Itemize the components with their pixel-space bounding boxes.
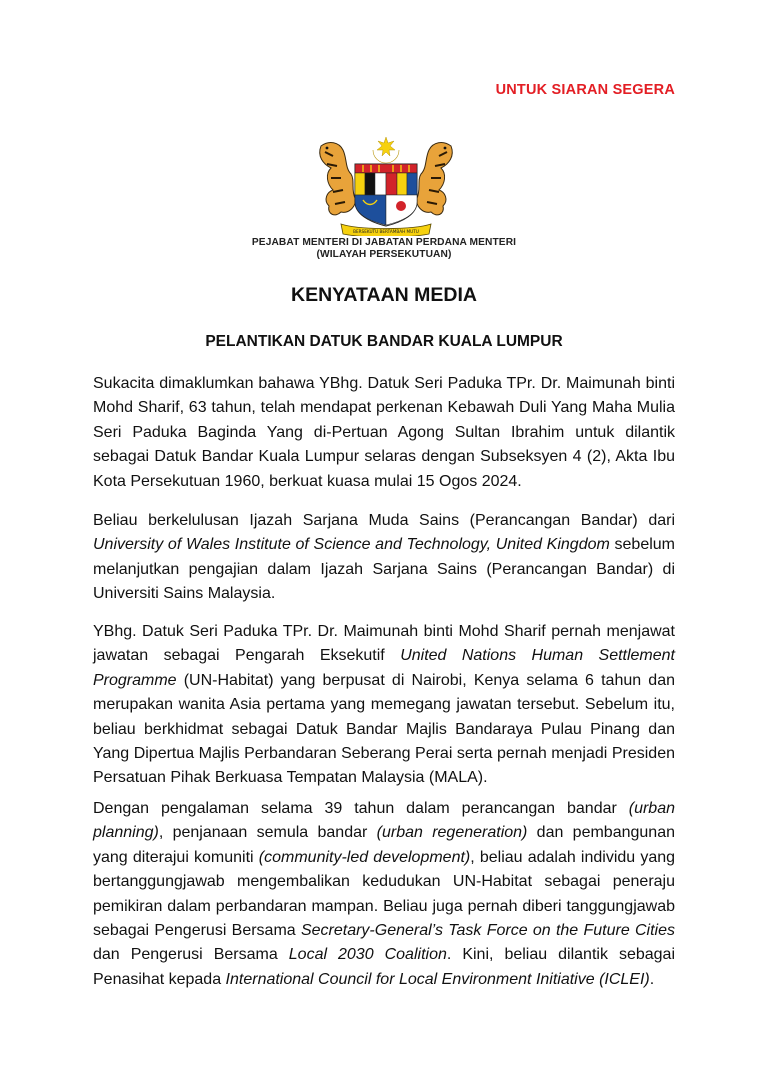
p3-programme-name: United Nations Human Settlement Programme	[93, 647, 676, 689]
malaysia-coat-of-arms-emblem	[311, 134, 461, 236]
p4-text-i: dan Pengerusi Bersama	[93, 946, 289, 964]
p4-text-k: . Kini, beliau dilantik sebagai Penasihat kepada	[93, 946, 675, 988]
p4-text-g: , beliau adalah individu yang bertanggungjawab mengembalikan kedudukan UN-Habitat sebagai peneraju pemikiran dalam perbandaran mampan. Beliau juga pernah diberi tanggungjawab sebagai Pengerusi Bersama	[93, 848, 676, 940]
office-name-line1: PEJABAT MENTERI DI JABATAN PERDANA MENTERI	[251, 237, 517, 248]
p3-text-c: (UN-Habitat) yang berpusat di Nairobi, Kenya selama 6 tahun dan merupakan wanita Asia pertama yang memegang jawatan tersebut. Sebelum itu, beliau berkhidmat sebagai Datuk Bandar Majlis Bandaraya Pulau Pinang dan Yang Dipertua Majlis Perbandaran Seberang Perai serta pernah menjadi Presiden Persatuan Pihak Berkuasa Tempatan Malaysia (MALA).	[93, 671, 675, 787]
release-label: UNTUK SIARAN SEGERA	[495, 82, 675, 98]
office-name-line2: (WILAYAH PERSEKUTUAN)	[316, 249, 452, 260]
p4-coalition-name: Local 2030 Coalition	[288, 946, 447, 964]
p3-text-a: YBhg. Datuk Seri Paduka TPr. Dr. Maimunah binti Mohd Sharif pernah menjawat jawatan sebagai Pengarah Eksekutif	[93, 623, 675, 665]
p2-text-c: sebelum melanjutkan pengajian dalam Ijazah Sarjana Sains (Perancangan Bandar) di Universiti Sains Malaysia.	[93, 536, 675, 603]
p4-text-a: Dengan pengalaman selama 39 tahun dalam perancangan bandar	[93, 800, 629, 817]
p4-term-community-led: (community-led development)	[258, 848, 471, 866]
paragraph-education	[93, 509, 675, 607]
p4-term-urban-regeneration: (urban regeneration)	[376, 824, 528, 842]
p4-text-e: dan pembangunan yang diterajui komuniti	[93, 824, 675, 866]
p2-text-a: Beliau berkelulusan Ijazah Sarjana Muda Sains (Perancangan Bandar) dari	[93, 512, 675, 529]
paragraph-appointment: Sukacita dimaklumkan bahawa YBhg. Datuk Seri Paduka TPr. Dr. Maimunah binti Mohd Sharif, 63 tahun, telah mendapat perkenan Kebawah Duli Yang Maha Mulia Seri Paduka Baginda Yang di-Pertuan Agong Sultan Ibrahim untuk dilantik sebagai Datuk Bandar Kuala Lumpur selaras dengan Subseksyen 4 (2), Akta Ibu Kota Persekutuan 1960, berkuat kuasa mulai 15 Ogos 2024.	[93, 375, 675, 490]
p4-text-m: .	[649, 970, 655, 988]
p2-university-name: University of Wales Institute of Science and Technology, United Kingdom	[93, 536, 610, 554]
paragraph-experience	[93, 797, 675, 992]
p4-iclei-name: International Council for Local Environment Initiative (ICLEI)	[225, 970, 650, 988]
paragraph-career	[93, 620, 675, 791]
p4-task-force-name: Secretary-General’s Task Force on the Future Cities	[300, 922, 675, 940]
crest-scroll-text: BERSEKUTU BERTAMBAH MUTU	[353, 229, 419, 234]
document-subtitle: PELANTIKAN DATUK BANDAR KUALA LUMPUR	[205, 333, 563, 350]
p4-term-urban-planning: (urban planning)	[93, 800, 675, 842]
p4-text-c: , penjanaan semula bandar	[158, 824, 377, 842]
document-title: KENYATAAN MEDIA	[291, 284, 477, 306]
